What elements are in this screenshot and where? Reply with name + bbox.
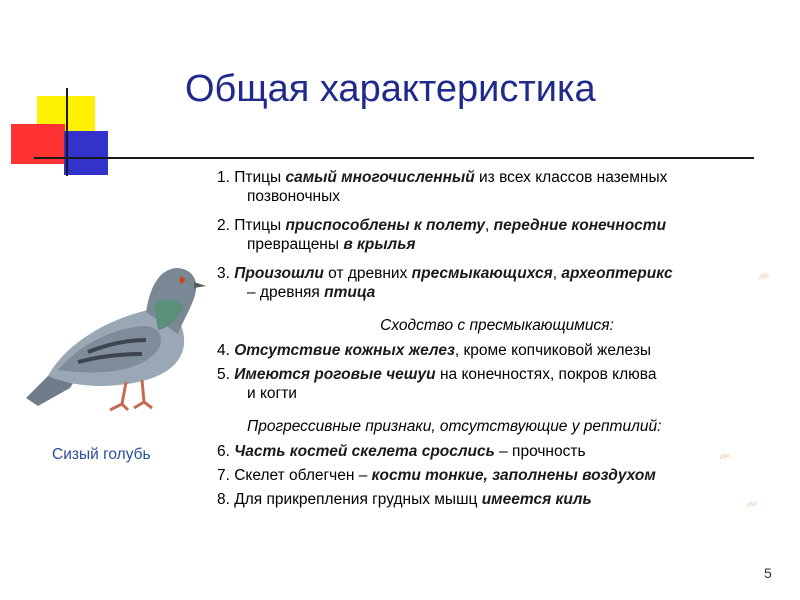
item-6-highlight: Часть костей скелета срослись: [234, 443, 495, 460]
item-1: [217, 168, 777, 206]
item-3-text-a: 3.: [217, 265, 235, 282]
mark-1: ИР: [759, 274, 769, 281]
item-1-highlight: самый многочисленный: [285, 169, 475, 186]
mark-3: ИР: [747, 502, 757, 509]
item-2-highlight-f: в крылья: [343, 236, 416, 253]
item-5-text-d: и когти: [247, 385, 297, 402]
item-8-highlight: имеется киль: [481, 491, 592, 508]
item-1-text-c: из всех классов наземных: [474, 169, 668, 186]
item-1-text-a: 1. Птицы: [217, 169, 286, 186]
item-5-text-a: 5.: [217, 366, 235, 383]
item-2-text-c: ,: [485, 217, 494, 234]
item-3-text-c: от древних: [323, 265, 412, 282]
section-1-heading: Сходство с пресмыкающимися:: [380, 317, 614, 334]
item-6-text-c: – прочность: [494, 443, 586, 460]
item-2-highlight-b: приспособлены к полету: [285, 217, 486, 234]
item-3-highlight-f: археоптерикс: [561, 265, 673, 282]
slide-title: Общая характеристика: [185, 68, 596, 110]
item-4-text-a: 4.: [217, 342, 235, 359]
item-5: [217, 365, 777, 403]
item-2-highlight-d: передние конечности: [493, 217, 667, 234]
item-3: [217, 264, 777, 302]
item-4-text-c: , кроме копчиковой железы: [454, 342, 652, 359]
page-number: 5: [764, 565, 772, 581]
item-3-text-e: ,: [552, 265, 562, 282]
item-3-text-g: – древняя: [247, 284, 325, 301]
mark-2: ИР: [720, 454, 730, 461]
item-1-text-d: позвоночных: [247, 188, 340, 205]
item-2-text-a: 2. Птицы: [217, 217, 286, 234]
item-3-highlight-h: птица: [324, 284, 376, 301]
item-8: [217, 490, 777, 509]
item-4: [217, 341, 777, 360]
item-8-text-a: 8. Для прикрепления грудных мышц: [217, 491, 482, 508]
item-7-text-a: 7. Скелет облегчен –: [217, 467, 372, 484]
vertical-rule: [66, 88, 68, 176]
slide-body: [217, 168, 777, 509]
item-2-text-e: превращены: [247, 236, 344, 253]
item-3-highlight-d: пресмыкающихся: [411, 265, 553, 282]
item-5-text-c: на конечностях, покров клюва: [435, 366, 657, 383]
item-6-text-a: 6.: [217, 443, 235, 460]
item-4-highlight: Отсутствие кожных желез: [234, 342, 455, 359]
horizontal-rule: [34, 157, 754, 159]
item-6: [217, 442, 777, 461]
pigeon-icon: [18, 248, 208, 418]
item-7: [217, 466, 777, 485]
item-7-highlight: кости тонкие, заполнены воздухом: [371, 467, 656, 484]
bird-caption: Сизый голубь: [52, 446, 151, 463]
item-3-highlight-b: Произошли: [234, 265, 324, 282]
blue-square: [64, 131, 108, 175]
section-2-heading: Прогрессивные признаки, отсутствующие у рептилий:: [247, 418, 662, 435]
item-2: [217, 216, 777, 254]
item-5-highlight: Имеются роговые чешуи: [234, 366, 436, 383]
